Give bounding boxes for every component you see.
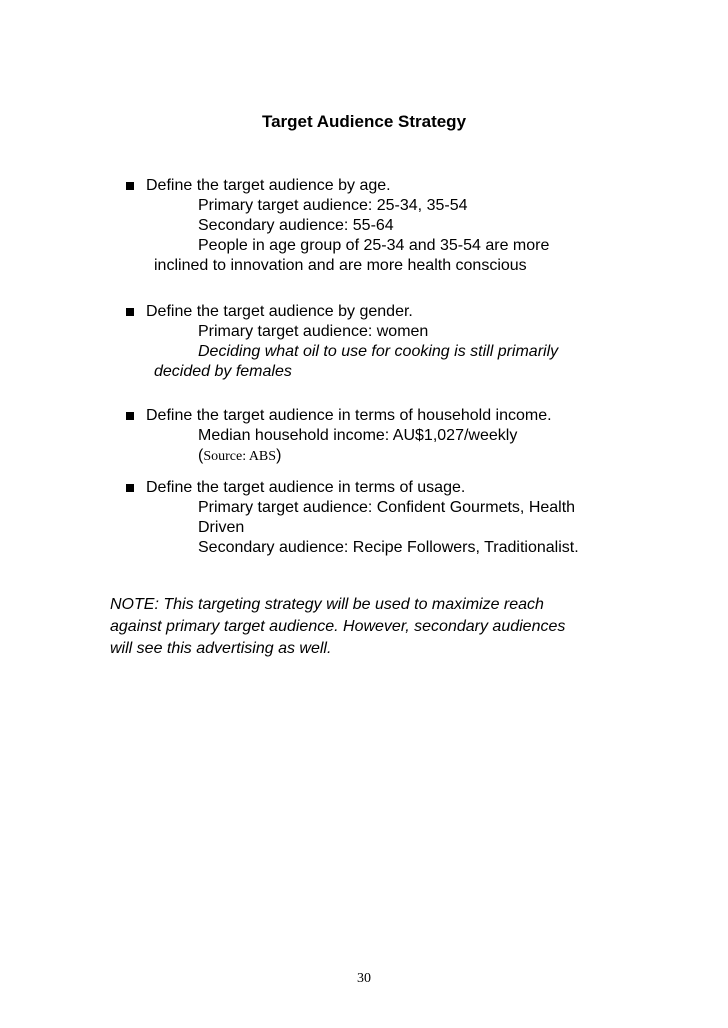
section-line: Primary target audience: Confident Gourmets, Health [198,499,576,516]
section-line: People in age group of 25-34 and 35-54 are more [198,237,550,254]
bullet-icon [126,412,134,420]
section-heading: Define the target audience in terms of household income. [146,407,552,424]
note-paragraph [110,594,610,660]
note-line: against primary target audience. However, secondary audiences [110,618,566,635]
source-citation: (Source: ABS) [198,447,282,464]
section-continuation-italic: decided by females [154,363,292,380]
bullet-icon [126,484,134,492]
section-line-italic: Deciding what oil to use for cooking is still primarily [198,343,559,360]
section-line: Primary target audience: women [198,323,429,340]
section-line: Primary target audience: 25-34, 35-54 [198,197,468,214]
source-text: Source: ABS [203,449,277,464]
section-line: Secondary audience: Recipe Followers, Traditionalist. [198,539,579,556]
section-continuation: inclined to innovation and are more health conscious [154,257,527,274]
section-heading: Define the target audience by age. [146,177,391,194]
section-line: Median household income: AU$1,027/weekly [198,427,518,444]
section-heading: Define the target audience by gender. [146,303,413,320]
note-line: will see this advertising as well. [110,640,332,657]
section-line: Driven [198,519,245,536]
page-number: 30 [357,971,371,986]
bullet-icon [126,182,134,190]
note-line: NOTE: This targeting strategy will be used to maximize reach [110,596,544,613]
bullet-icon [126,308,134,316]
section-line: Secondary audience: 55-64 [198,217,394,234]
section-heading: Define the target audience in terms of usage. [146,479,466,496]
page-title: Target Audience Strategy [261,112,467,131]
